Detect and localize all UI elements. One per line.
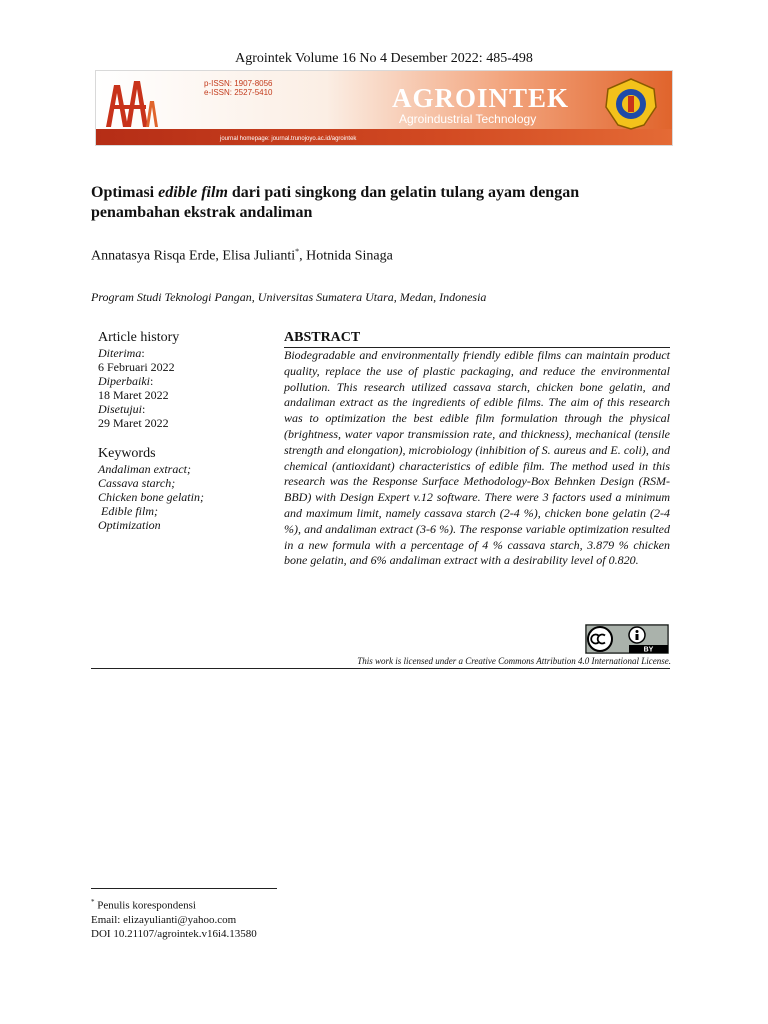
- footnote-divider: [91, 888, 277, 889]
- history-heading: Article history: [98, 330, 180, 345]
- doi-link[interactable]: 10.21107/agrointek.v16i4.13580: [113, 927, 257, 940]
- footnote-mark: *: [91, 898, 95, 906]
- journal-header: Agrointek Volume 16 No 4 Desember 2022: 485-498: [235, 51, 533, 66]
- title-part-1: Optimasi: [91, 184, 159, 201]
- authors-part-2: , Hotnida Sinaga: [299, 248, 393, 264]
- university-seal-icon: [604, 77, 658, 131]
- section-divider: [91, 668, 670, 669]
- received-date: 6 Februari 2022: [98, 360, 175, 374]
- keyword-item: Cassava starch;: [98, 476, 176, 490]
- license-notice[interactable]: This work is licensed under a Creative Commons Attribution 4.0 International License.: [357, 656, 671, 666]
- article-title: [91, 183, 671, 223]
- article-history: Article history Diterima: 6 Februari 2022 Diperbaiki: 18 Maret 2022 Disetujui: 29 Maret 2022: [98, 331, 268, 430]
- issn-online: e-ISSN: 2527-5410: [204, 88, 273, 97]
- footnote: [91, 895, 257, 941]
- keyword-item: Edible film;: [98, 504, 158, 518]
- abstract-text: Biodegradable and environmentally friendly edible films can maintain product quality, replace the use of plastic packaging, and reduce the environmental pollution. This research utilized cassava starch, chicken bone gelatin, and andaliman extract as the ingredients of edible films. The aim of this research was to optimization the best edible film formulation through the physical (brightness, water vapor transmission rate, and thickness), mechanical (tensile strength and elongation), microbiology (inhibition of S. aureus and E. coli), and chemical (antioxidant) characteristics of edible film. The method used in this research was the Response Surface Methodology-Box Behnken Design (RSM-BBD) with Design Expert v.12 software. There were 3 factors used a minimum and maximum limit, namely cassava starch (2-4 %), chicken bone gelatin (2-4 %), and andaliman extract (3-6 %). The response variable optimization resulted in a new formula with a percentage of 4 % cassava starch, 3.879 % chicken bone gelatin, and 6% andaliman extract with a desirability level of 0.820.: [284, 348, 670, 568]
- title-part-2: dari pati singkong dan gelatin tulang ayam dengan penambahan ekstrak andaliman: [91, 184, 580, 221]
- journal-logo: [100, 75, 164, 129]
- cc-by-text: BY: [643, 646, 654, 654]
- keyword-item: Optimization: [98, 518, 161, 532]
- keywords-block: [98, 447, 268, 532]
- abstract-heading: ABSTRACT: [284, 330, 361, 345]
- journal-tagline: Agroindustrial Technology: [399, 112, 537, 126]
- received-label: Diterima: [98, 346, 142, 360]
- journal-homepage-link[interactable]: journal homepage: journal.trunojoyo.ac.id/agrointek: [220, 136, 357, 142]
- revised-label: Diperbaiki: [98, 374, 150, 388]
- accepted-date: 29 Maret 2022: [98, 416, 169, 430]
- footnote-label: Penulis korespondensi: [94, 899, 196, 912]
- journal-banner: [95, 70, 673, 146]
- authors-part-1: Annatasya Risqa Erde, Elisa Julianti: [91, 248, 296, 264]
- cc-by-license-icon[interactable]: [585, 624, 669, 654]
- author-list: [91, 247, 393, 265]
- corresponding-mark: *: [295, 247, 300, 256]
- title-part-italic: edible film: [158, 184, 228, 201]
- keywords-heading: Keywords: [98, 446, 156, 461]
- banner-strip: [96, 129, 672, 145]
- revised-date: 18 Maret 2022: [98, 388, 169, 402]
- doi-label: DOI: [91, 927, 114, 940]
- issn-block: [204, 79, 273, 97]
- keyword-item: Chicken bone gelatin;: [98, 490, 204, 504]
- affiliation: Program Studi Teknologi Pangan, Universitas Sumatera Utara, Medan, Indonesia: [91, 290, 487, 304]
- issn-print: p-ISSN: 1907-8056: [204, 79, 273, 88]
- journal-brand: AGROINTEK: [392, 83, 570, 113]
- footnote-email[interactable]: Email: elizayulianti@yahoo.com: [91, 913, 237, 926]
- accepted-label: Disetujui: [98, 402, 142, 416]
- keyword-item: Andaliman extract;: [98, 462, 191, 476]
